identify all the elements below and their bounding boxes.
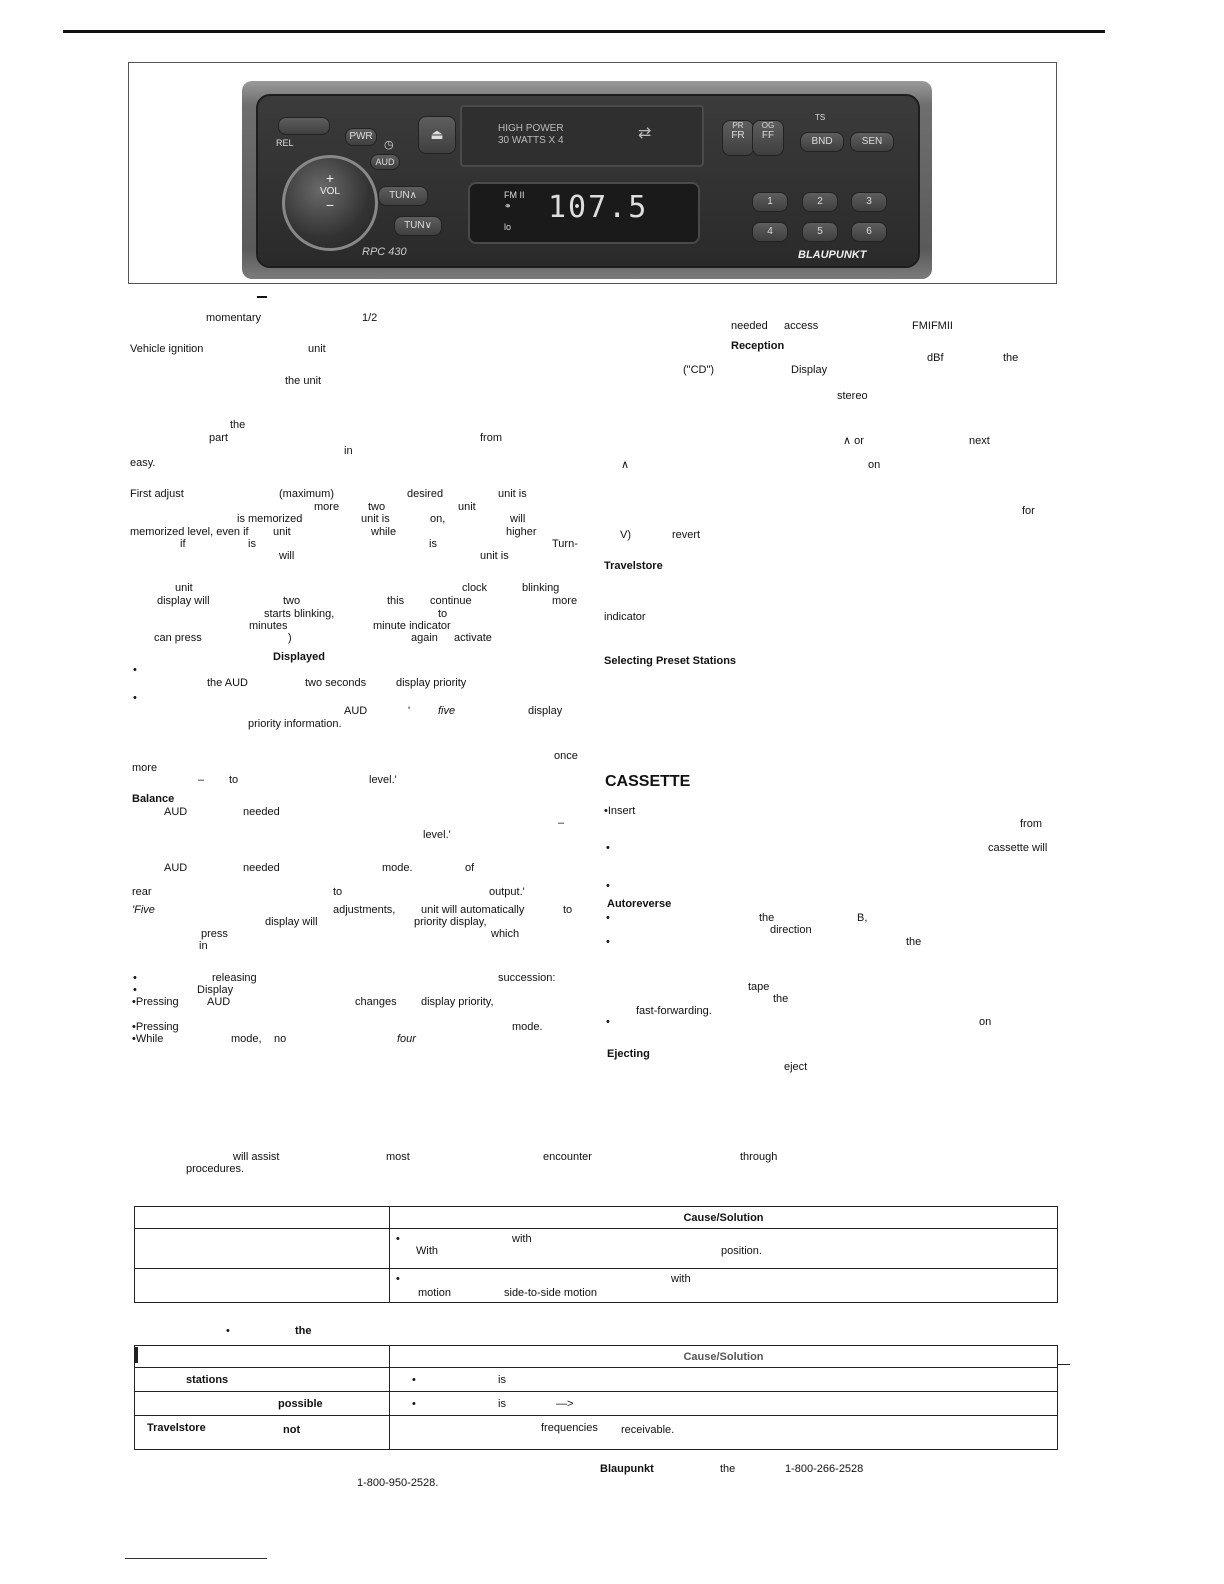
- text-fragment: while: [371, 526, 397, 538]
- cassette-door: [460, 105, 704, 167]
- footer-phone-1: 1-800-266-2528: [785, 1463, 864, 1475]
- troubleshooting-table-2: [134, 1345, 1058, 1450]
- footer-the: the: [720, 1463, 736, 1475]
- lcd-lo-indicator: lo: [504, 222, 512, 232]
- text-fragment: unit will automatically: [421, 904, 525, 916]
- table1-row1-problem: [135, 1229, 390, 1269]
- text-fragment: display will: [157, 595, 210, 607]
- text-fragment: two: [368, 501, 386, 513]
- text-fragment: motion: [418, 1287, 452, 1299]
- text-fragment: four: [397, 1033, 416, 1045]
- table-edge-mark: [1058, 1364, 1070, 1365]
- pwr-button[interactable]: PWR: [345, 128, 377, 146]
- text-fragment: First adjust: [130, 488, 184, 500]
- text-fragment: output.': [489, 886, 525, 898]
- text-fragment: minute indicator: [373, 620, 451, 632]
- text-fragment: AUD: [207, 996, 231, 1008]
- text-fragment: display: [528, 705, 563, 717]
- bullet: •: [396, 1273, 400, 1285]
- text-fragment: not: [283, 1424, 301, 1436]
- text-fragment: will: [510, 513, 526, 525]
- table2-caption: the: [295, 1325, 312, 1337]
- text-fragment: two: [283, 595, 301, 607]
- text-fragment: activate: [454, 632, 492, 644]
- text-fragment: which: [491, 928, 520, 940]
- preset-2-button[interactable]: 2: [802, 192, 838, 212]
- text-fragment: is memorized: [237, 513, 303, 525]
- text-fragment: direction: [770, 924, 812, 936]
- bullet: •: [412, 1374, 416, 1386]
- text-fragment: possible: [278, 1398, 323, 1410]
- text-fragment: display priority,: [421, 996, 494, 1008]
- table-row: [135, 1269, 1058, 1303]
- tape-direction-icon: ⇄: [638, 125, 652, 142]
- text-fragment: once: [554, 750, 578, 762]
- text-fragment: side-to-side motion: [504, 1287, 597, 1299]
- text-fragment: (maximum): [279, 488, 334, 500]
- text-fragment: Displayed: [273, 651, 325, 663]
- text-fragment: can press: [154, 632, 202, 644]
- text-fragment: unit is: [361, 513, 390, 525]
- text-fragment: priority display,: [414, 916, 487, 928]
- table2-row2-cause: [390, 1392, 1058, 1416]
- preset-1-button[interactable]: 1: [752, 192, 788, 212]
- text-fragment: stereo: [837, 390, 868, 402]
- bottom-rule: [125, 1558, 267, 1559]
- text-fragment: minutes: [249, 620, 288, 632]
- lcd-band: FM II: [504, 190, 525, 200]
- text-fragment: frequencies: [541, 1422, 598, 1434]
- text-fragment: access: [784, 320, 819, 332]
- troubleshooting-table-1: [134, 1206, 1058, 1303]
- og-ff-button[interactable]: [752, 120, 784, 156]
- text-fragment: the: [906, 936, 922, 948]
- text-fragment: press: [201, 928, 228, 940]
- bnd-button[interactable]: BND: [800, 132, 844, 152]
- text-fragment: Display: [791, 364, 828, 376]
- text-fragment: on,: [430, 513, 446, 525]
- table1-row1-cause: [390, 1229, 1058, 1269]
- text-fragment: needed: [243, 862, 280, 874]
- text-fragment: revert: [672, 529, 701, 541]
- text-fragment: ("CD"): [683, 364, 715, 376]
- table1-row2-cause: [390, 1269, 1058, 1303]
- autoreverse-heading: Autoreverse: [607, 898, 672, 910]
- table-row: [135, 1229, 1058, 1269]
- vol-minus-label: −: [325, 197, 335, 213]
- text-fragment: Travelstore: [147, 1422, 206, 1434]
- vol-label: VOL: [319, 186, 340, 197]
- text-fragment: no: [274, 1033, 287, 1045]
- text-fragment: 'Five: [132, 904, 155, 916]
- lcd-frequency: 107.5: [548, 190, 649, 225]
- text-fragment: •: [606, 1016, 610, 1028]
- text-fragment: for: [1022, 505, 1035, 517]
- cassette-label: HIGH POWER: [498, 123, 564, 134]
- text-fragment: •: [606, 912, 610, 924]
- text-fragment: unit: [308, 343, 326, 355]
- text-fragment: in: [344, 445, 353, 457]
- fr-label: FR: [731, 130, 745, 141]
- og-label: OG: [761, 121, 775, 130]
- text-fragment: •: [133, 664, 137, 676]
- text-fragment: part: [209, 432, 228, 444]
- text-fragment: desired: [407, 488, 444, 500]
- text-fragment: dBf: [927, 352, 944, 364]
- text-fragment: clock: [462, 582, 488, 594]
- text-fragment: tape: [748, 981, 770, 993]
- preset-5-button[interactable]: 5: [802, 222, 838, 242]
- tune-down-button[interactable]: TUN∨: [394, 216, 442, 236]
- text-fragment: of: [465, 862, 475, 874]
- dash-mark: [257, 296, 267, 298]
- model-label: RPC 430: [362, 246, 407, 258]
- text-fragment: on: [868, 459, 881, 471]
- text-fragment: more: [552, 595, 578, 607]
- text-fragment: AUD: [164, 862, 188, 874]
- text-fragment: mode.: [512, 1021, 543, 1033]
- text-fragment: •Insert: [604, 805, 636, 817]
- text-fragment: AUD: [164, 806, 188, 818]
- text-fragment: –: [558, 817, 565, 829]
- stereo-icon: ⚭: [504, 201, 512, 211]
- text-fragment: unit is: [480, 550, 509, 562]
- text-fragment: cassette will: [988, 842, 1048, 854]
- text-fragment: encounter: [543, 1151, 592, 1163]
- pr-fr-button[interactable]: [722, 120, 754, 156]
- text-fragment: on: [979, 1016, 992, 1028]
- eject-icon[interactable]: ⏏: [418, 116, 456, 154]
- text-fragment: continue: [430, 595, 472, 607]
- footer-brand: Blaupunkt: [600, 1463, 654, 1475]
- text-fragment: the: [1003, 352, 1019, 364]
- arrow-icon: —>: [556, 1398, 574, 1410]
- text-fragment: unit: [175, 582, 193, 594]
- text-fragment: to: [563, 904, 573, 916]
- text-fragment: with: [512, 1233, 532, 1245]
- text-fragment: blinking: [522, 582, 560, 594]
- table2-row3-cause: [390, 1416, 1058, 1450]
- text-fragment: •: [606, 880, 610, 892]
- text-fragment: Ejecting: [607, 1048, 650, 1060]
- cassette-sub-label: 30 WATTS X 4: [498, 135, 564, 146]
- text-fragment: stations: [186, 1374, 229, 1386]
- table-row: [135, 1416, 1058, 1450]
- text-fragment: two seconds: [305, 677, 367, 689]
- text-fragment: unit: [273, 526, 291, 538]
- text-fragment: Reception: [731, 340, 785, 352]
- text-fragment: •: [133, 984, 137, 996]
- text-fragment: level.': [423, 829, 451, 841]
- text-fragment: more: [132, 762, 158, 774]
- text-fragment: •Pressing: [132, 1021, 179, 1033]
- text-fragment: •While: [132, 1033, 164, 1045]
- text-fragment: succession:: [498, 972, 556, 984]
- rel-button[interactable]: [278, 117, 330, 135]
- table2-row1-problem: [135, 1368, 390, 1392]
- text-fragment: Turn-: [552, 538, 578, 550]
- table1-header-cause: Cause/Solution: [390, 1207, 1058, 1229]
- text-fragment: unit is: [498, 488, 527, 500]
- text-fragment: needed: [243, 806, 280, 818]
- text-fragment: FMIFMII: [912, 320, 953, 332]
- text-fragment: is: [248, 538, 256, 550]
- bullet: •: [396, 1233, 400, 1245]
- table2-header-problem: [135, 1346, 390, 1368]
- table-edge-mark: [134, 1347, 138, 1363]
- table2-header-cause: Cause/Solution: [390, 1346, 1058, 1368]
- text-fragment: to: [333, 886, 343, 898]
- text-fragment: •: [133, 972, 137, 984]
- pr-label: PR: [732, 121, 744, 130]
- preset-4-button[interactable]: 4: [752, 222, 788, 242]
- text-fragment: higher: [506, 526, 537, 538]
- text-fragment: ∧: [621, 459, 630, 471]
- text-fragment: level.': [369, 774, 397, 786]
- text-fragment: the AUD: [207, 677, 248, 689]
- tune-up-button[interactable]: TUN∧: [378, 186, 428, 206]
- text-fragment: display will: [265, 916, 318, 928]
- volume-knob[interactable]: [282, 155, 378, 251]
- text-fragment: memorized level, even if: [130, 526, 249, 538]
- brand-logo: BLAUPUNKT: [798, 249, 867, 261]
- text-fragment: is: [498, 1398, 506, 1410]
- text-fragment: to: [438, 608, 448, 620]
- text-fragment: if: [180, 538, 186, 550]
- text-fragment: is: [429, 538, 437, 550]
- text-fragment: B,: [857, 912, 868, 924]
- text-fragment: Vehicle ignition: [130, 343, 204, 355]
- text-fragment: more: [314, 501, 340, 513]
- text-fragment: 1/2: [362, 312, 378, 324]
- text-fragment: again: [411, 632, 438, 644]
- text-fragment: mode,: [231, 1033, 262, 1045]
- text-fragment: releasing: [212, 972, 257, 984]
- text-fragment: through: [740, 1151, 778, 1163]
- sen-button[interactable]: SEN: [850, 132, 894, 152]
- text-fragment: will assist: [233, 1151, 280, 1163]
- text-fragment: •: [133, 692, 137, 704]
- top-rule: [63, 30, 1105, 33]
- text-fragment: With: [416, 1245, 438, 1257]
- preset-3-button[interactable]: 3: [851, 192, 887, 212]
- text-fragment: is: [498, 1374, 506, 1386]
- text-fragment: five: [438, 705, 456, 717]
- text-fragment: position.: [721, 1245, 762, 1257]
- text-fragment: ∧ or: [843, 435, 864, 447]
- text-fragment: mode.: [382, 862, 413, 874]
- text-fragment: Balance: [132, 793, 175, 805]
- table2-row3-problem: [135, 1416, 390, 1450]
- text-fragment: adjustments,: [333, 904, 396, 916]
- text-fragment: will: [279, 550, 295, 562]
- text-fragment: from: [1020, 818, 1042, 830]
- procedures-text: procedures.: [186, 1163, 245, 1175]
- text-fragment: the: [230, 419, 246, 431]
- text-fragment: this: [387, 595, 405, 607]
- text-fragment: ): [288, 632, 292, 644]
- text-fragment: from: [480, 432, 502, 444]
- text-fragment: display priority: [396, 677, 467, 689]
- text-fragment: V): [620, 529, 631, 541]
- text-fragment: receivable.: [621, 1424, 675, 1436]
- text-fragment: eject: [784, 1061, 808, 1073]
- table2-row1-cause: [390, 1368, 1058, 1392]
- text-fragment: priority information.: [248, 718, 342, 730]
- text-fragment: next: [969, 435, 990, 447]
- text-fragment: rear: [132, 886, 152, 898]
- rel-label: REL: [276, 138, 294, 148]
- text-fragment: unit: [458, 501, 476, 513]
- text-fragment: •: [606, 936, 610, 948]
- table1-header-problem: [135, 1207, 390, 1229]
- ff-label: FF: [761, 130, 775, 141]
- text-fragment: the: [759, 912, 775, 924]
- ts-label: TS: [815, 113, 826, 122]
- text-fragment: Selecting Preset Stations: [604, 655, 737, 667]
- text-fragment: ': [408, 705, 411, 717]
- text-fragment: indicator: [604, 611, 646, 623]
- lcd-display: [468, 182, 700, 244]
- text-fragment: in: [199, 940, 208, 952]
- text-fragment: AUD: [344, 705, 368, 717]
- text-fragment: needed: [731, 320, 768, 332]
- text-fragment: •Pressing: [132, 996, 179, 1008]
- text-fragment: with: [671, 1273, 691, 1285]
- table-row: [135, 1368, 1058, 1392]
- text-fragment: –: [198, 774, 205, 786]
- text-fragment: most: [386, 1151, 410, 1163]
- text-fragment: momentary: [206, 312, 262, 324]
- table1-row2-problem: [135, 1269, 390, 1303]
- aud-button[interactable]: AUD: [370, 154, 400, 170]
- text-fragment: Display: [197, 984, 234, 996]
- text-fragment: changes: [355, 996, 397, 1008]
- clock-icon: ◷: [384, 139, 394, 151]
- preset-6-button[interactable]: 6: [851, 222, 887, 242]
- text-fragment: starts blinking,: [264, 608, 335, 620]
- text-fragment: fast-forwarding.: [636, 1005, 712, 1017]
- text-fragment: the: [773, 993, 789, 1005]
- table-row: [135, 1392, 1058, 1416]
- text-fragment: to: [229, 774, 239, 786]
- bullet: •: [412, 1398, 416, 1410]
- text-fragment: the unit: [285, 375, 322, 387]
- text-fragment: Travelstore: [604, 560, 663, 572]
- cassette-heading: CASSETTE: [605, 773, 691, 790]
- text-fragment: easy.: [130, 457, 156, 469]
- text-fragment: •: [606, 842, 610, 854]
- vol-plus-label: +: [325, 170, 335, 186]
- footer-phone-2: 1-800-950-2528.: [357, 1477, 439, 1489]
- table2-row2-problem: [135, 1392, 390, 1416]
- bullet: •: [226, 1325, 230, 1337]
